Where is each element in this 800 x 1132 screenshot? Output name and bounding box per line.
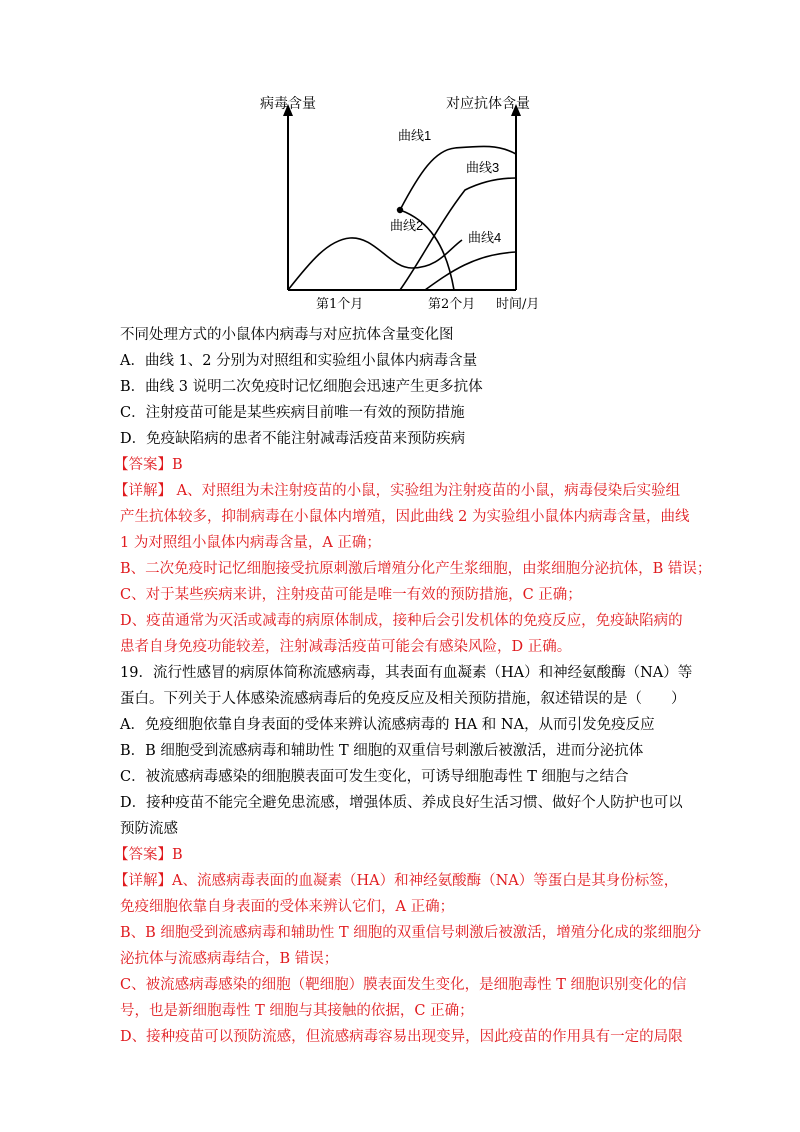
y-right-label: 对应抗体含量 — [446, 95, 530, 111]
virus-antibody-figure — [250, 92, 560, 317]
q19-stem-2: 蛋白。下列关于人体感染流感病毒后的免疫反应及相关预防措施，叙述错误的是（ ） — [120, 691, 686, 707]
q19-explanation-7: D、接种疫苗可以预防流感，但流感病毒容易出现变异，因此疫苗的作用具有一定的局限 — [120, 1029, 683, 1045]
curve3-label: 曲线3 — [466, 160, 500, 175]
q18-explanation-4: B、二次免疫时记忆细胞接受抗原刺激后增殖分化产生浆细胞，由浆细胞分泌抗体，B 错误； — [120, 561, 712, 577]
q19-option-a: A．免疫细胞依靠自身表面的受体来辨认流感病毒的 HA 和 NA，从而引发免疫反应 — [120, 717, 655, 733]
curve4-label: 曲线4 — [468, 230, 502, 245]
document-body — [114, 322, 712, 1050]
q18-explanation-3: 1 为对照组小鼠体内病毒含量，A 正确； — [120, 535, 381, 551]
curve1-label: 曲线1 — [398, 128, 432, 143]
q19-option-c: C．被流感病毒感染的细胞膜表面可发生变化，可诱导细胞毒性 T 细胞与之结合 — [120, 769, 629, 785]
q19-explanation-2: 免疫细胞依靠自身表面的受体来辨认它们，A 正确； — [120, 899, 455, 915]
q18-explanation-2: 产生抗体较多，抑制病毒在小鼠体内增殖，因此曲线 2 为实验组小鼠体内病毒含量，曲线 — [120, 509, 690, 525]
q19-answer: 【答案】B — [114, 847, 183, 863]
x-tick-2: 第2个月 — [428, 297, 476, 312]
q18-explanation-6: D、疫苗通常为灭活或减毒的病原体制成，接种后会引发机体的免疫反应，免疫缺陷病的 — [120, 613, 683, 629]
curve-4 — [425, 252, 516, 290]
q19-stem-1: 19．流行性感冒的病原体简称流感病毒，其表面有血凝素（HA）和神经氨酸酶（NA）等 — [120, 665, 693, 681]
q19-option-b: B．B 细胞受到流感病毒和辅助性 T 细胞的双重信号刺激后被激活，进而分泌抗体 — [120, 743, 644, 759]
q19-explanation-1: 【详解】A、流感病毒表面的血凝素（HA）和神经氨酸酶（NA）等蛋白是其身份标签， — [114, 873, 679, 889]
q19-option-d-1: D．接种疫苗不能完全避免患流感，增强体质、养成良好生活习惯、做好个人防护也可以 — [120, 795, 683, 811]
q18-option-c: C．注射疫苗可能是某些疾病目前唯一有效的预防措施 — [120, 405, 465, 421]
q18-explanation-7: 患者自身免疫功能较差，注射减毒活疫苗可能会有感染风险，D 正确。 — [120, 639, 572, 655]
q18-option-a: A．曲线 1、2 分别为对照组和实验组小鼠体内病毒含量 — [120, 353, 478, 369]
x-tick-1: 第1个月 — [316, 297, 364, 312]
y-left-label: 病毒含量 — [260, 95, 316, 111]
q18-option-d: D．免疫缺陷病的患者不能注射减毒活疫苗来预防疾病 — [120, 431, 466, 447]
q19-explanation-4: 泌抗体与流感病毒结合，B 错误； — [120, 951, 339, 967]
q18-answer: 【答案】B — [114, 457, 183, 473]
q18-explanation-5: C、对于某些疾病来讲，注射疫苗可能是唯一有效的预防措施，C 正确； — [120, 587, 582, 603]
q19-explanation-3: B、B 细胞受到流感病毒和辅助性 T 细胞的双重信号刺激后被激活，增殖分化成的浆细胞分 — [120, 925, 702, 941]
q18-explanation-1: 【详解】 A、对照组为未注射疫苗的小鼠，实验组为注射疫苗的小鼠，病毒侵染后实验组 — [114, 483, 681, 499]
x-axis-label: 时间/月 — [496, 297, 540, 312]
q19-option-d-2: 预防流感 — [120, 821, 178, 837]
figure-caption: 不同处理方式的小鼠体内病毒与对应抗体含量变化图 — [120, 327, 454, 343]
q18-option-b: B．曲线 3 说明二次免疫时记忆细胞会迅速产生更多抗体 — [120, 379, 483, 395]
curve-start-dot — [397, 207, 403, 213]
curve2-label: 曲线2 — [390, 218, 424, 233]
q19-explanation-6: 号，也是新细胞毒性 T 细胞与其接触的依据，C 正确； — [120, 1003, 474, 1019]
q19-explanation-5: C、被流感病毒感染的细胞（靶细胞）膜表面发生变化，是细胞毒性 T 细胞识别变化的信 — [120, 977, 687, 993]
